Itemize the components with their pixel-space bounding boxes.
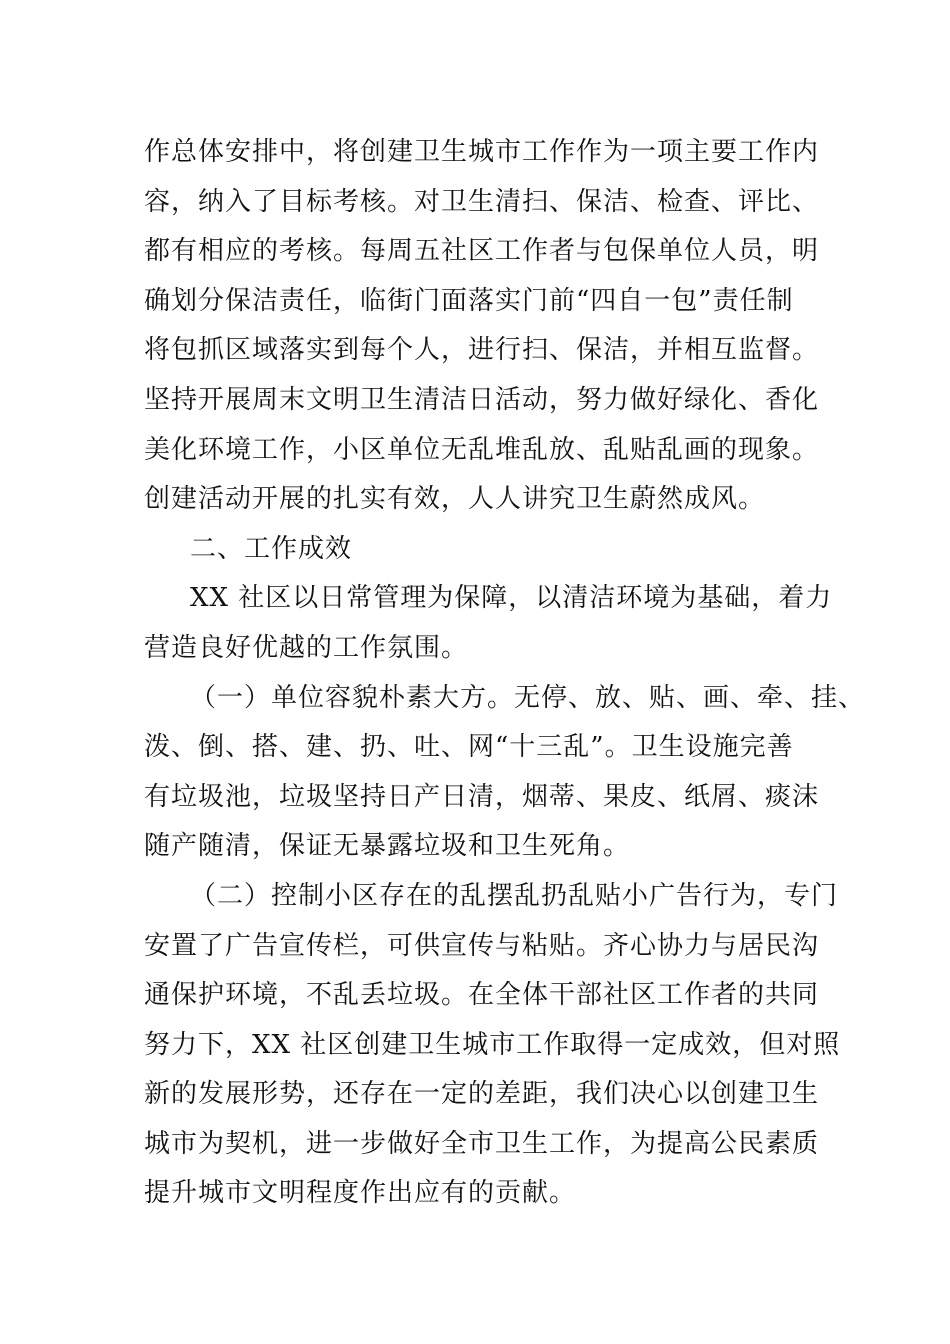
body-line-22: 提升城市文明程度作出应有的贡献。 — [144, 1178, 577, 1209]
body-line-12: （一）单位容貌朴素大方。无停、放、贴、画、牵、挂、 — [190, 682, 866, 713]
body-line-15: 随产随清，保证无暴露垃圾和卫生死角。 — [144, 831, 631, 862]
body-line-11: 营造良好优越的工作氛围。 — [144, 632, 469, 663]
body-line-16: （二）控制小区存在的乱摆乱扔乱贴小广告行为，专门 — [190, 880, 839, 911]
body-line-8: 创建活动开展的扎实有效，人人讲究卫生蔚然成风。 — [144, 484, 766, 515]
body-line-18: 通保护环境，不乱丢垃圾。在全体干部社区工作者的共同 — [144, 980, 820, 1011]
body-line-19: 努力下，XX 社区创建卫生城市工作取得一定成效，但对照 — [144, 1029, 841, 1060]
body-line-21: 城市为契机，进一步做好全市卫生工作，为提高公民素质 — [144, 1128, 820, 1159]
body-line-1: 作总体安排中，将创建卫生城市工作作为一项主要工作内 — [144, 137, 820, 167]
body-line-14: 有垃圾池，垃圾坚持日产日清，烟蒂、果皮、纸屑、痰沫 — [144, 781, 820, 812]
body-line-7: 美化环境工作，小区单位无乱堆乱放、乱贴乱画的现象。 — [144, 434, 820, 465]
document-body — [144, 128, 866, 1219]
body-line-6: 坚持开展周末文明卫生清洁日活动，努力做好绿化、香化 — [144, 384, 820, 415]
body-line-17: 安置了广告宣传栏，可供宣传与粘贴。齐心协力与居民沟 — [144, 930, 820, 961]
body-line-5: 将包抓区域落实到每个人，进行扫、保洁，并相互监督。 — [144, 335, 820, 366]
body-line-4: 确划分保洁责任，临街门面落实门前“四自一包”责任制 — [144, 285, 794, 316]
body-line-13: 泼、倒、搭、建、扔、吐、网“十三乱”。卫生设施完善 — [144, 732, 794, 763]
section-heading: 二、工作成效 — [190, 533, 353, 564]
body-line-20: 新的发展形势，还存在一定的差距，我们决心以创建卫生 — [144, 1079, 820, 1110]
body-line-2: 容，纳入了目标考核。对卫生清扫、保洁、检查、评比、 — [144, 186, 820, 217]
body-line-10: XX 社区以日常管理为保障，以清洁环境为基础，着力 — [190, 583, 833, 614]
body-line-3: 都有相应的考核。每周五社区工作者与包保单位人员，明 — [144, 236, 820, 267]
